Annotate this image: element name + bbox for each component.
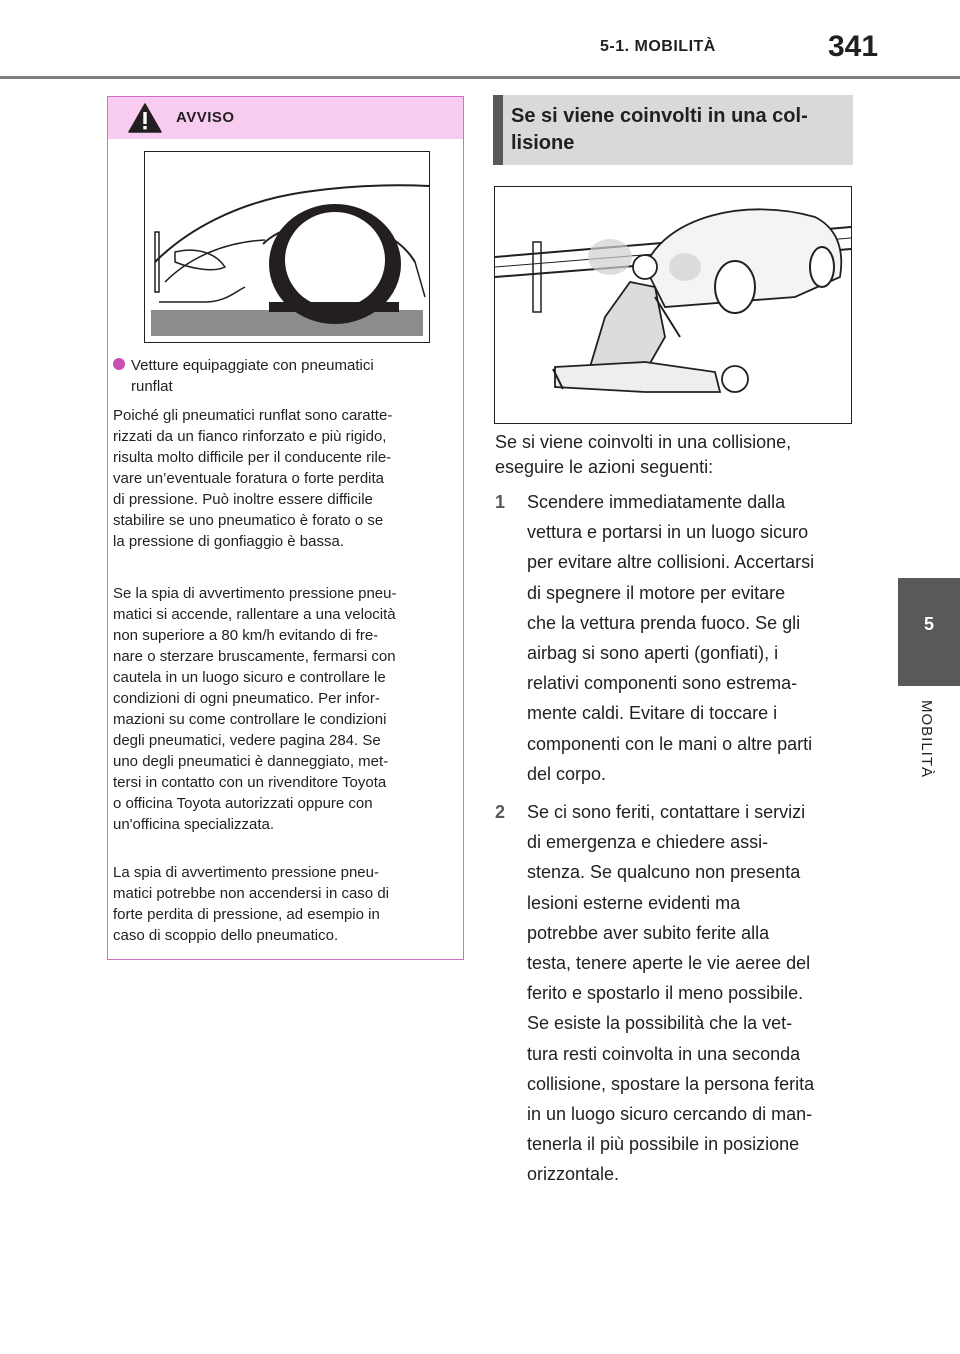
page-number: 341 xyxy=(828,30,879,63)
collision-illustration xyxy=(494,186,852,424)
warning-header xyxy=(108,97,463,139)
step-2 xyxy=(495,797,855,1190)
section-accent-bar xyxy=(493,95,503,165)
chapter-number: 5 xyxy=(923,614,934,634)
step-number: 1 xyxy=(495,492,506,512)
warning-box xyxy=(107,96,464,960)
chapter-label: MOBILITÀ xyxy=(918,700,935,779)
collision-section-header xyxy=(493,95,853,165)
collision-section-title: Se si viene coinvolti in una col- lisione xyxy=(511,105,808,154)
warning-paragraph-2: Se la spia di avvertimento pressione pneu- matici si accende, rallentare a una velocità non superiore a 80 km/h evitando di fre- nare o sterzare bruscamente, fermarsi con cautela in un luogo sicuro e controllare le condizioni di ogni pneumatico. Per infor- mazioni su come controllare le condizioni degli pneumatici, vedere pagina 284. Se uno degli pneumatici è danneggiato, met- tersi in contatto con un rivenditore Toyota o officina Toyota autorizzati oppure con un'officina specializzata. xyxy=(113,585,397,833)
warning-paragraph-3: La spia di avvertimento pressione pneu- matici potrebbe non accendersi in caso di forte perdita di pressione, ad esempio in caso di scoppio dello pneumatico. xyxy=(113,864,389,944)
warning-paragraph-1: Poiché gli pneumatici runflat sono caratte- rizzati da un fianco rinforzato e più rigido, risulta molto difficile per il conducente rile- vare un’eventuale foratura o forte perdita di pressione. Può inoltre essere difficile stabilire se uno pneumatico è forato o se la pressione di gonfiaggio è bassa. xyxy=(113,407,393,550)
warning-triangle-icon xyxy=(128,103,162,133)
step-text: Se ci sono feriti, contattare i servizi di emergenza e chiedere assi- stenza. Se qualcuno non presenta lesioni esterne evidenti ma potrebbe aver subito ferite alla testa, tenere aperte le vie aeree del ferito e spostarlo il meno possibile. Se esiste la possibilità che la vet- tura resti coinvolta in una seconda collisione, spostare la persona ferita in un luogo sicuro cercando di man- tenerla il più possibile in posizione orizzontale. xyxy=(527,802,815,1185)
collision-intro: Se si viene coinvolti in una collisione, eseguire le azioni seguenti: xyxy=(495,432,792,477)
runflat-tire-illustration xyxy=(144,151,430,343)
step-1 xyxy=(495,487,855,789)
warning-title: AVVISO xyxy=(176,109,235,126)
bullet-dot-icon xyxy=(113,358,125,370)
step-number: 2 xyxy=(495,802,506,822)
chapter-tab xyxy=(898,578,960,686)
step-text: Scendere immediatamente dalla vettura e portarsi in un luogo sicuro per evitare altre collisioni. Accertarsi di spegnere il motore per evitare che la vettura prenda fuoco. Se gli airbag si sono aperti (gonfiati), i relativi componenti sono estrema- mente caldi. Evitare di toccare i componenti con le mani o altre parti del corpo. xyxy=(527,492,815,784)
bullet-text: Vetture equipaggiate con pneumatici runflat xyxy=(131,357,374,395)
runflat-bullet xyxy=(113,355,443,397)
section-header: 5-1. MOBILITÀ xyxy=(600,38,716,55)
header-rule xyxy=(0,76,960,79)
